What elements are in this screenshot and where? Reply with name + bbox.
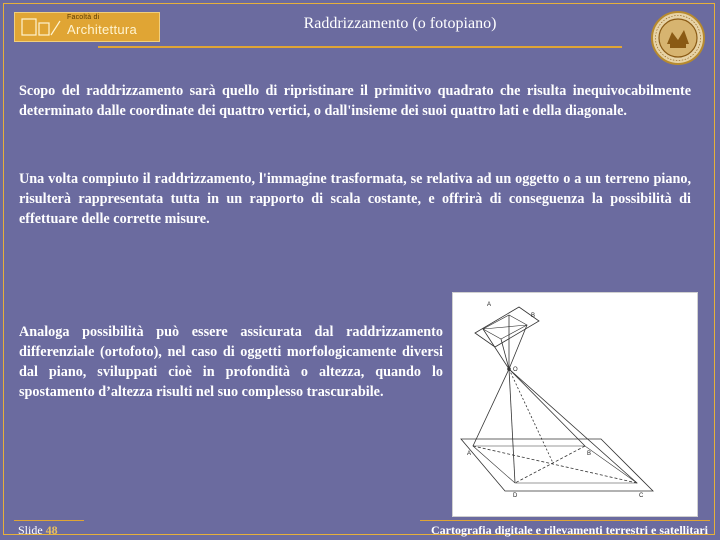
slide-label: Slide [18,523,43,537]
slide-number [18,523,58,538]
slide-number-value: 48 [45,523,58,537]
university-seal-icon [650,10,706,66]
projection-center-point [507,367,511,371]
label-c: C [639,493,644,499]
footer-rule-left [14,520,84,521]
label-b-bottom: B [587,451,592,457]
title-underline [98,46,622,48]
label-b-top: B [531,313,536,319]
projection-diagram [452,292,698,517]
paragraph-result: Una volta compiuto il raddrizzamento, l'immagine trasformata, se relativa ad un oggetto o a un terreno piano, risulterà rappresentata tutta in un rapporto di scala costante, e offrirà di conseguenza la possibilità di effettuare delle corrette misure. [19,171,691,227]
course-title: Cartografia digitale e rilevamenti terrestri e satellitari [430,523,708,537]
label-a-top: A [487,302,492,308]
paragraph-orthophoto: Analoga possibilità può essere assicurata dal raddrizzamento differenziale (ortofoto), nel caso di oggetti morfologicamente diversi dal piano, sviluppati cioè in profondità o altezza, quando lo spostamento d’altezza risulti nel suo complesso trascurabile. [19,324,443,400]
label-a-bottom: A [467,451,472,457]
faculty-logo-mark-icon [21,17,61,37]
logo-big-text: Architettura [67,22,138,37]
page-title: Raddrizzamento (o fotopiano) [303,15,497,32]
label-d: D [513,493,518,499]
paragraph-purpose: Scopo del raddrizzamento sarà quello di ripristinare il primitivo quadrato che risulta inequivocabilmente determinato dalle coordinate dei quattro vertici, o dall'insieme dei suoi quattro lati e della diagonale. [19,83,691,119]
faculty-logo [14,12,160,42]
label-o: O [513,367,518,373]
projection-diagram-svg [453,293,697,516]
logo-small-text: Facoltà di [67,14,100,21]
footer-rule-right [420,520,710,521]
